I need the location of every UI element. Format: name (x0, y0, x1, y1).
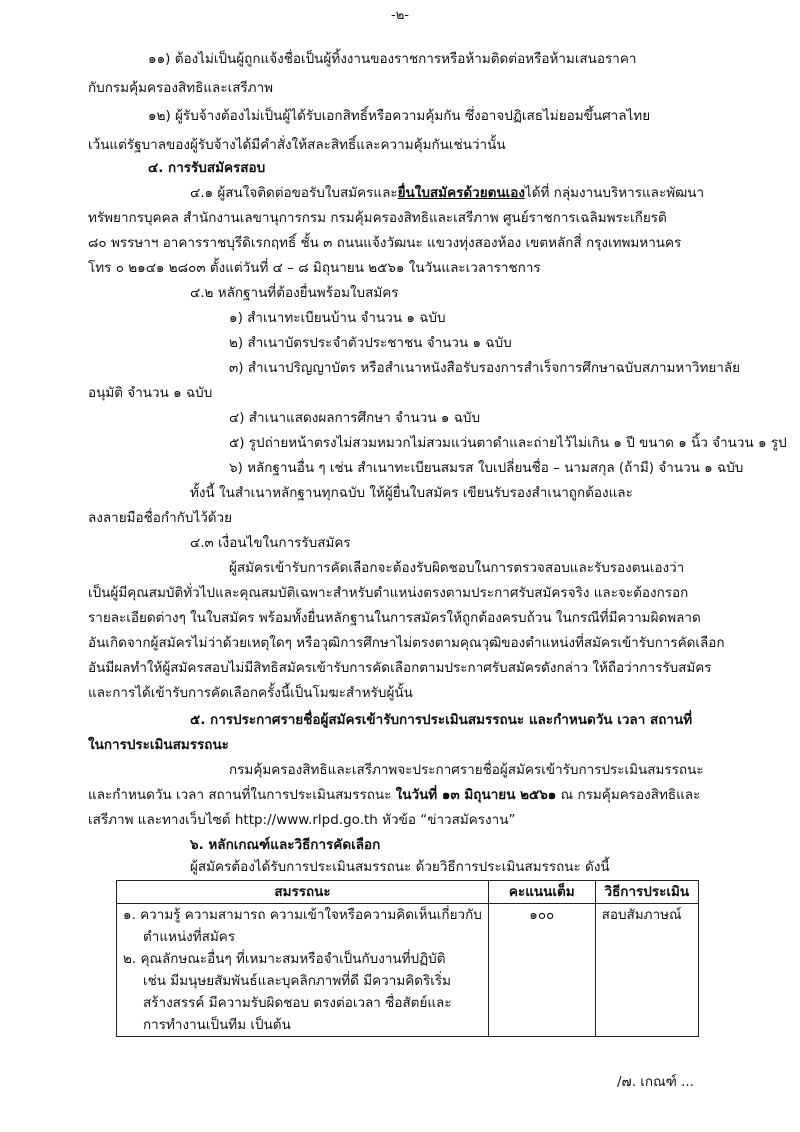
document-item-5: ๕) รูปถ่ายหน้าตรงไม่สวมหมวกไม่สวมแว่นตาดำและถ่ายไว้ไม่เกิน ๑ ปี ขนาด ๑ นิ้ว จำนวน ๑ รูป (229, 435, 787, 451)
section-6-intro: ผู้สมัครต้องได้รับการประเมินสมรรถนะ ด้วยวิธีการประเมินสมรรถนะ ดังนี้ (190, 859, 610, 875)
section-5-heading-line2: ในการประเมินสมรรถนะ (88, 737, 229, 753)
section-4-1-line2: ทรัพยากรบุคคล สำนักงานเลขานุการกรม กรมคุ้มครองสิทธิและเสรีภาพ ศูนย์ราชการเฉลิมพระเกียรติ (88, 210, 667, 226)
document-item-3-line1: ๓) สำเนาปริญญาบัตร หรือสำเนาหนังสือรับรองการสำเร็จการศึกษาฉบับสภามหาวิทยาลัย (229, 360, 741, 376)
clause-12-line2: เว้นแต่รัฐบาลของผู้รับจ้างได้มีคำสั่งให้สละสิทธิ์และความคุ้มกันเช่นว่านั้น (88, 137, 506, 153)
section-4-1-post: ได้ที่ กลุ่มงานบริหารและพัฒนา (524, 185, 705, 201)
section-4-1-line1 (190, 183, 704, 203)
certification-note-line2: ลงลายมือชื่อกำกับไว้ด้วย (88, 510, 233, 526)
section-4-2-heading: ๔.๒ หลักฐานที่ต้องยื่นพร้อมใบสมัคร (190, 285, 399, 301)
section-4-3-line3: รายละเอียดต่างๆ ในใบสมัคร พร้อมทั้งยื่นหลักฐานในการสมัครให้ถูกต้องครบถ้วน ในกรณีที่มีความผิดพลาด (88, 610, 701, 626)
section-5-line2-pre: และกำหนดวัน เวลา สถานที่ในการประเมินสมรรถนะ (88, 787, 396, 803)
section-4-1-line4: โทร ๐ ๒๑๔๑ ๒๘๐๓ ตั้งแต่วันที่ ๔ – ๘ มิถุนายน ๒๕๖๑ ในวันและเวลาราชการ (88, 260, 541, 276)
competency-2-line1: ๒. คุณลักษณะอื่นๆ ที่เหมาะสมหรือจำเป็นกับงานที่ปฏิบัติ (123, 951, 446, 967)
section-4-heading: ๔. การรับสมัครสอบ (148, 160, 266, 176)
announcement-date: ในวันที่ ๑๓ มิถุนายน ๒๕๖๑ (395, 787, 557, 803)
section-6-title-text: ๖. หลักเกณฑ์และวิธีการคัดเลือก (190, 837, 381, 853)
clause-12-line1: ๑๒) ผู้รับจ้างต้องไม่เป็นผู้ได้รับเอกสิทธิ์หรือความคุ้มกัน ซึ่งอาจปฏิเสธไม่ยอมขึ้นศาลไทย (148, 108, 651, 124)
document-item-2: ๒) สำเนาบัตรประจำตัวประชาชน จำนวน ๑ ฉบับ (229, 335, 512, 351)
section-5-line3-text: เสรีภาพ และทางเว็บไซต์ http://www.rlpd.go.th หัวข้อ “ข่าวสมัครงาน” (88, 812, 516, 828)
section-4-3-line2: เป็นผู้มีคุณสมบัติทั่วไปและคุณสมบัติเฉพาะสำหรับตำแหน่งตรงตามประกาศรับสมัครจริง และจะต้องกรอก (88, 585, 689, 601)
method-cell: สอบสัมภาษณ์ (595, 904, 698, 1037)
header-method: วิธีการประเมิน (595, 881, 698, 904)
clause-11-line1: ๑๑) ต้องไม่เป็นผู้ถูกแจ้งชื่อเป็นผู้ทิ้งงานของราชการหรือห้ามติดต่อหรือห้ามเสนอราคา (148, 51, 637, 67)
section-4-3-line6: และการได้เข้ารับการคัดเลือกครั้งนี้เป็นโมฆะสำหรับผู้นั้น (88, 685, 413, 701)
document-item-6: ๖) หลักฐานอื่น ๆ เช่น สำเนาทะเบียนสมรส ใบเปลี่ยนชื่อ – นามสกุล (ถ้ามี) จำนวน ๑ ฉบับ (229, 460, 744, 476)
competency-2-line2: เช่น มีมนุษยสัมพันธ์และบุคลิกภาพที่ดี มีความคิดริเริ่ม (143, 973, 452, 989)
section-5-line1: กรมคุ้มครองสิทธิและเสรีภาพจะประกาศรายชื่อผู้สมัครเข้ารับการประเมินสมรรถนะ (229, 762, 704, 778)
table-header-row (117, 881, 699, 904)
section-4-3-line5: อันมีผลทำให้ผู้สมัครสอบไม่มีสิทธิสมัครเข้ารับการคัดเลือกตามประกาศรับสมัครดังกล่าว ให้ถือว่าการรับสมัคร (88, 660, 712, 676)
section-4-3-line4: อันเกิดจากผู้สมัครไม่ว่าด้วยเหตุใดๆ หรือวุฒิการศึกษาไม่ตรงตามคุณวุฒิของตำแหน่งที่สมัครเข้ารับการคัดเลือก (88, 635, 725, 651)
document-item-4: ๔) สำเนาแสดงผลการศึกษา จำนวน ๑ ฉบับ (229, 410, 481, 426)
score-cell: ๑๐๐ (488, 904, 595, 1037)
clause-11-line2: กับกรมคุ้มครองสิทธิและเสรีภาพ (88, 80, 274, 96)
section-5-line2-post: ณ กรมคุ้มครองสิทธิและ (556, 787, 701, 803)
section-5-line2 (88, 785, 700, 805)
continuation-footer: /๗. เกณฑ์ ... (617, 1074, 694, 1090)
competency-1-line1: ๑. ความรู้ ความสามารถ ความเข้าใจหรือความคิดเห็นเกี่ยวกับ (123, 907, 482, 923)
competency-2-line3: สร้างสรรค์ มีความรับผิดชอบ ตรงต่อเวลา ซื่อสัตย์และ (143, 995, 452, 1011)
section-4-1-pre: ๔.๑ ผู้สนใจติดต่อขอรับใบสมัครและ (190, 185, 398, 201)
certification-note-line1: ทั้งนี้ ในสำเนาหลักฐานทุกฉบับ ให้ผู้ยื่นใบสมัคร เขียนรับรองสำเนาถูกต้องและ (190, 485, 633, 501)
section-4-1-line3: ๘๐ พรรษาฯ อาคารราชบุรีดิเรกฤทธิ์ ชั้น ๓ ถนนแจ้งวัฒนะ แขวงทุ่งสองห้อง เขตหลักสี่ กรุงเทพมหานคร (88, 235, 682, 251)
section-4-3-line1: ผู้สมัครเข้ารับการคัดเลือกจะต้องรับผิดชอบในการตรวจสอบและรับรองตนเองว่า (229, 560, 685, 576)
section-4-3-heading: ๔.๓ เงื่อนไขในการรับสมัคร (190, 535, 351, 551)
section-4-1-emphasis: ยื่นใบสมัครด้วยตนเอง (397, 185, 525, 201)
document-item-1: ๑) สำเนาทะเบียนบ้าน จำนวน ๑ ฉบับ (229, 310, 446, 326)
criteria-table (116, 880, 699, 1037)
section-5-heading-line1: ๕. การประกาศรายชื่อผู้สมัครเข้ารับการประเมินสมรรถนะ และกำหนดวัน เวลา สถานที่ (190, 712, 693, 728)
document-item-3-line2: อนุมัติ จำนวน ๑ ฉบับ (88, 385, 213, 401)
competency-1-line2: ตำแหน่งที่สมัคร (143, 929, 236, 945)
section-5-line3 (88, 810, 515, 830)
competency-cell (117, 904, 489, 1037)
competency-2-line4: การทำงานเป็นทีม เป็นต้น (143, 1017, 291, 1033)
table-row (117, 904, 699, 1037)
page-number: -๒- (391, 8, 409, 23)
header-full-score: คะแนนเต็ม (488, 881, 595, 904)
section-6-title (190, 835, 380, 855)
header-competency: สมรรถนะ (117, 881, 489, 904)
